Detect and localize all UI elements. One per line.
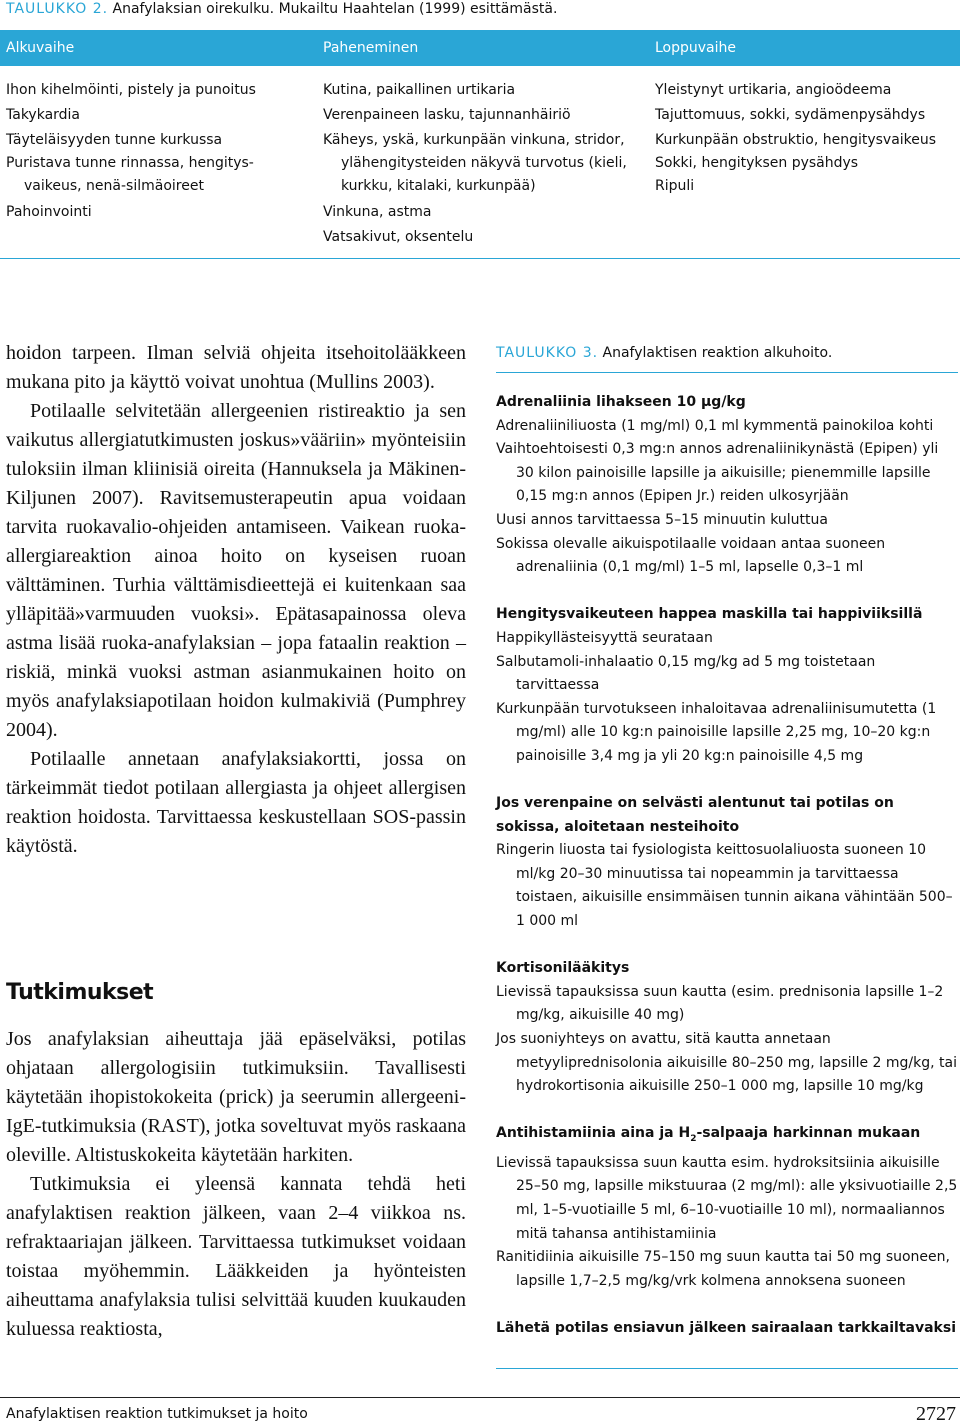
body-text-column [6, 339, 466, 861]
body-text-column-2 [6, 1025, 466, 1344]
table2-header-loppuvaihe: Loppuvaihe [655, 40, 737, 56]
table2-header-row [0, 30, 960, 66]
table3-body [496, 391, 958, 1341]
table3-section-heading: Kortisonilääkitys [496, 960, 630, 977]
table3-caption [496, 344, 832, 362]
table2-cell: Ripuli [655, 178, 695, 194]
table3-section-antihistamine [496, 1122, 958, 1293]
body-paragraph: hoidon tarpeen. Ilman selviä ohjeita itsehoitolääkkeen mukana pito ja käyttö voivat unohtua (Mullins 2003). [6, 342, 466, 393]
table2-cell: Vatsakivut, oksentelu [323, 229, 474, 245]
table3-line: Vaihtoehtoisesti 0,3 mg:n annos adrenaliinikynästä (Epipen) yli 30 kilon painoisille lapsille ja aikuisille; pienemmille lapsille 0,15 mg:n annos (Epipen Jr.) reiden ulkosyrjään [496, 441, 939, 505]
table3-line: Lievissä tapauksissa suun kautta esim. hydroksitsiinia aikuisille 25–50 mg, lapsille mikstuuraa (2 mg/ml): alle yksivuotiaille 2,5 ml, 1–5-vuotiaille 5 ml, 6–10-vuotiaille 10 ml), normaaliannos mitä tahansa antihistamiinia [496, 1154, 958, 1242]
table2-col-loppuvaihe [655, 78, 936, 198]
table2-cell: Kurkunpään obstruktio, hengitysvaikeus [655, 132, 937, 148]
table2-cell: Takykardia [6, 107, 81, 123]
table3-section-oxygen [496, 603, 958, 768]
body-paragraph: Jos anafylaksian aiheuttaja jää epäselväksi, potilas ohjataan allergologisiin tutkimuksiin. Tavallisesti käytetään ihopistokokeita (prick) ja seerumin allergeeni-IgE-tutkimuksia (RAST), jotka soveltuvat myös raskaana oleville. Altistuskokeita käytetään harkiten. [6, 1028, 466, 1166]
table2-cell: ylähengitysteiden näkyvä turvotus (kieli, [341, 155, 627, 171]
table2-cell: Yleistynyt urtikaria, angioödeema [655, 82, 892, 98]
table2-cell: Vinkuna, astma [323, 204, 432, 220]
table3-heading-part: Antihistamiinia aina ja H [496, 1125, 691, 1142]
table3-section-cortisone [496, 957, 958, 1099]
table3-line: Ranitidiinia aikuisille 75–150 mg suun kautta tai 50 mg suoneen, lapsille 1,7–2,5 mg/kg/vrk kolmena annoksena suoneen [496, 1249, 950, 1289]
table2-bottom-rule [0, 258, 960, 259]
table3-line: Sokissa olevalle aikuispotilaalle voidaan antaa suoneen adrenaliinia (0,1 mg/ml) 1–5 ml, lapselle 0,3–1 ml [496, 535, 886, 576]
table3-line: Salbutamoli-inhalaatio 0,15 mg/kg ad 5 mg toistetaan tarvittaessa [496, 653, 876, 694]
table3-line: Kurkunpään turvotukseen inhaloitavaa adrenaliinisumutetta (1 mg/ml) alle 10 kg:n painoisille lapsille 2,25 mg, 10–20 kg:n painoisille 3,4 mg ja yli 20 kg:n painoisille 4,5 mg [496, 700, 937, 764]
table3-section-heading: Adrenaliinia lihakseen 10 µg/kg [496, 394, 746, 410]
table3-section-fluids [496, 792, 958, 934]
table3-bottom-rule [496, 1368, 958, 1369]
table2-cell: Täyteläisyyden tunne kurkussa [6, 132, 223, 148]
section-heading: Tutkimukset [6, 980, 154, 1005]
table2-header-paheneminen: Paheneminen [323, 40, 419, 56]
table2-cell: Kutina, paikallinen urtikaria [323, 82, 516, 98]
table2-col-alkuvaihe [6, 78, 256, 225]
body-paragraph: Potilaalle selvitetään allergeenien ristireaktio ja sen vaikutus allergiatutkimusten joskus»vääriin» myönteisiin tuloksiin ilman kliinisiä oireita (Hannuksela ja Mäkinen-Kiljunen 2007). Ravitsemusterapeutin apua voidaan tarvita ruokavalio-ohjeiden antamiseen. Vaikean ruoka-allergiareaktion ainoa hoito on kyseisen ruoan välttäminen. Turhia välttämisdieettejä ei kuitenkaan saa ylläpitää»varmuuden vuoksi». Epätasapainossa oleva astma lisää ruoka-anafylaksian – jopa fataalin reaktion – riskiä, minkä vuoksi astman asianmukainen hoito on myös anafylaksiapotilaan hoidon kulmakiviä (Pumphrey 2004). [6, 400, 466, 741]
table2-cell: Käheys, yskä, kurkunpään vinkuna, stridor, [323, 132, 625, 148]
table3-line: Jos suoniyhteys on avattu, sitä kautta annetaan metyyliprednisolonia aikuisille 80–250 mg, lapsille 2 mg/kg, tai hydrokortisonia aikuisille 250–1 000 mg, lapsille 10 mg/kg [496, 1031, 957, 1095]
table2-caption [6, 0, 557, 18]
table3-line: Ringerin liuosta tai fysiologista keittosuolaliuosta suoneen 10 ml/kg 20–30 minuutissa tai nopeammin ja tarvittaessa toistaen, aikuisille ensimmäisen tunnin aikana vähintään 500–1 000 ml [496, 842, 953, 930]
table2-col-paheneminen [323, 78, 627, 250]
table3-line: Uusi annos tarvittaessa 5–15 minuutin kuluttua [496, 511, 828, 528]
table2-caption-text: Anafylaksian oirekulku. Mukailtu Haahtelan (1999) esittämästä. [112, 1, 558, 17]
table2-cell: Pahoinvointi [6, 204, 92, 220]
table2-cell: Puristava tunne rinnassa, hengitys- [6, 155, 254, 171]
table2-label: TAULUKKO 2. [6, 1, 109, 17]
table3-top-rule [496, 372, 958, 373]
table2-cell: Verenpaineen lasku, tajunnanhäiriö [323, 107, 571, 123]
body-paragraph: Tutkimuksia ei yleensä kannata tehdä heti anafylaktisen reaktion jälkeen, vaan 2–4 viikkoa ns. refraktaariajan jälkeen. Tarvittaessa tutkimukset voidaan toistaa myöhemmin. Lääkkeiden ja hyönteisten aiheuttama anafylaksia tulisi selvittää kuuden kuukauden kuluessa reaktiosta, [6, 1173, 466, 1340]
table3-section-heading: Hengitysvaikeuteen happea maskilla tai happiviiksillä [496, 606, 923, 623]
table3-caption-text: Anafylaktisen reaktion alkuhoito. [602, 345, 833, 361]
table3-line: Lievissä tapauksissa suun kautta (esim. prednisonia lapsille 1–2 mg/kg, aikuisille 40 mg) [496, 983, 944, 1024]
table2-cell: Tajuttomuus, sokki, sydämenpysähdys [655, 107, 926, 123]
table3-section-heading [496, 1122, 958, 1151]
table3-heading-part: -salpaaja harkinnan mukaan [696, 1125, 921, 1142]
page-number: 2727 [916, 1403, 956, 1425]
table2-header-alkuvaihe: Alkuvaihe [6, 40, 75, 56]
table3-label: TAULUKKO 3. [496, 345, 599, 361]
body-paragraph: Potilaalle annetaan anafylaksiakortti, jossa on tärkeimmät tiedot potilaan allergiasta ja ohjeet allergisen reaktion hoidosta. Tarvittaessa keskustellaan SOS-passin käytöstä. [6, 748, 466, 857]
table2-cell: vaikeus, nenä-silmäoireet [24, 178, 204, 194]
footer-rule [0, 1397, 960, 1398]
table3-section-adrenaline [496, 391, 958, 580]
running-title: Anafylaktisen reaktion tutkimukset ja hoito [6, 1406, 308, 1422]
table3-section-heading: Jos verenpaine on selvästi alentunut tai potilas on sokissa, aloitetaan nesteihoito [496, 795, 894, 835]
table3-line: Adrenaliiniliuosta (1 mg/ml) 0,1 ml kymmentä painokiloa kohti [496, 417, 934, 434]
table2-cell: Ihon kihelmöinti, pistely ja punoitus [6, 82, 256, 98]
table2-cell: kurkku, kitalaki, kurkunpää) [341, 178, 536, 194]
table3-section-referral [496, 1317, 958, 1341]
table3-section-heading: Lähetä potilas ensiavun jälkeen sairaalaan tarkkailtavaksi [496, 1319, 956, 1336]
table2-cell: Sokki, hengityksen pysähdys [655, 155, 859, 171]
table3-heading-subscript: 2 [690, 1134, 697, 1145]
table3-line: Happikyllästeisyyttä seurataan [496, 629, 713, 646]
